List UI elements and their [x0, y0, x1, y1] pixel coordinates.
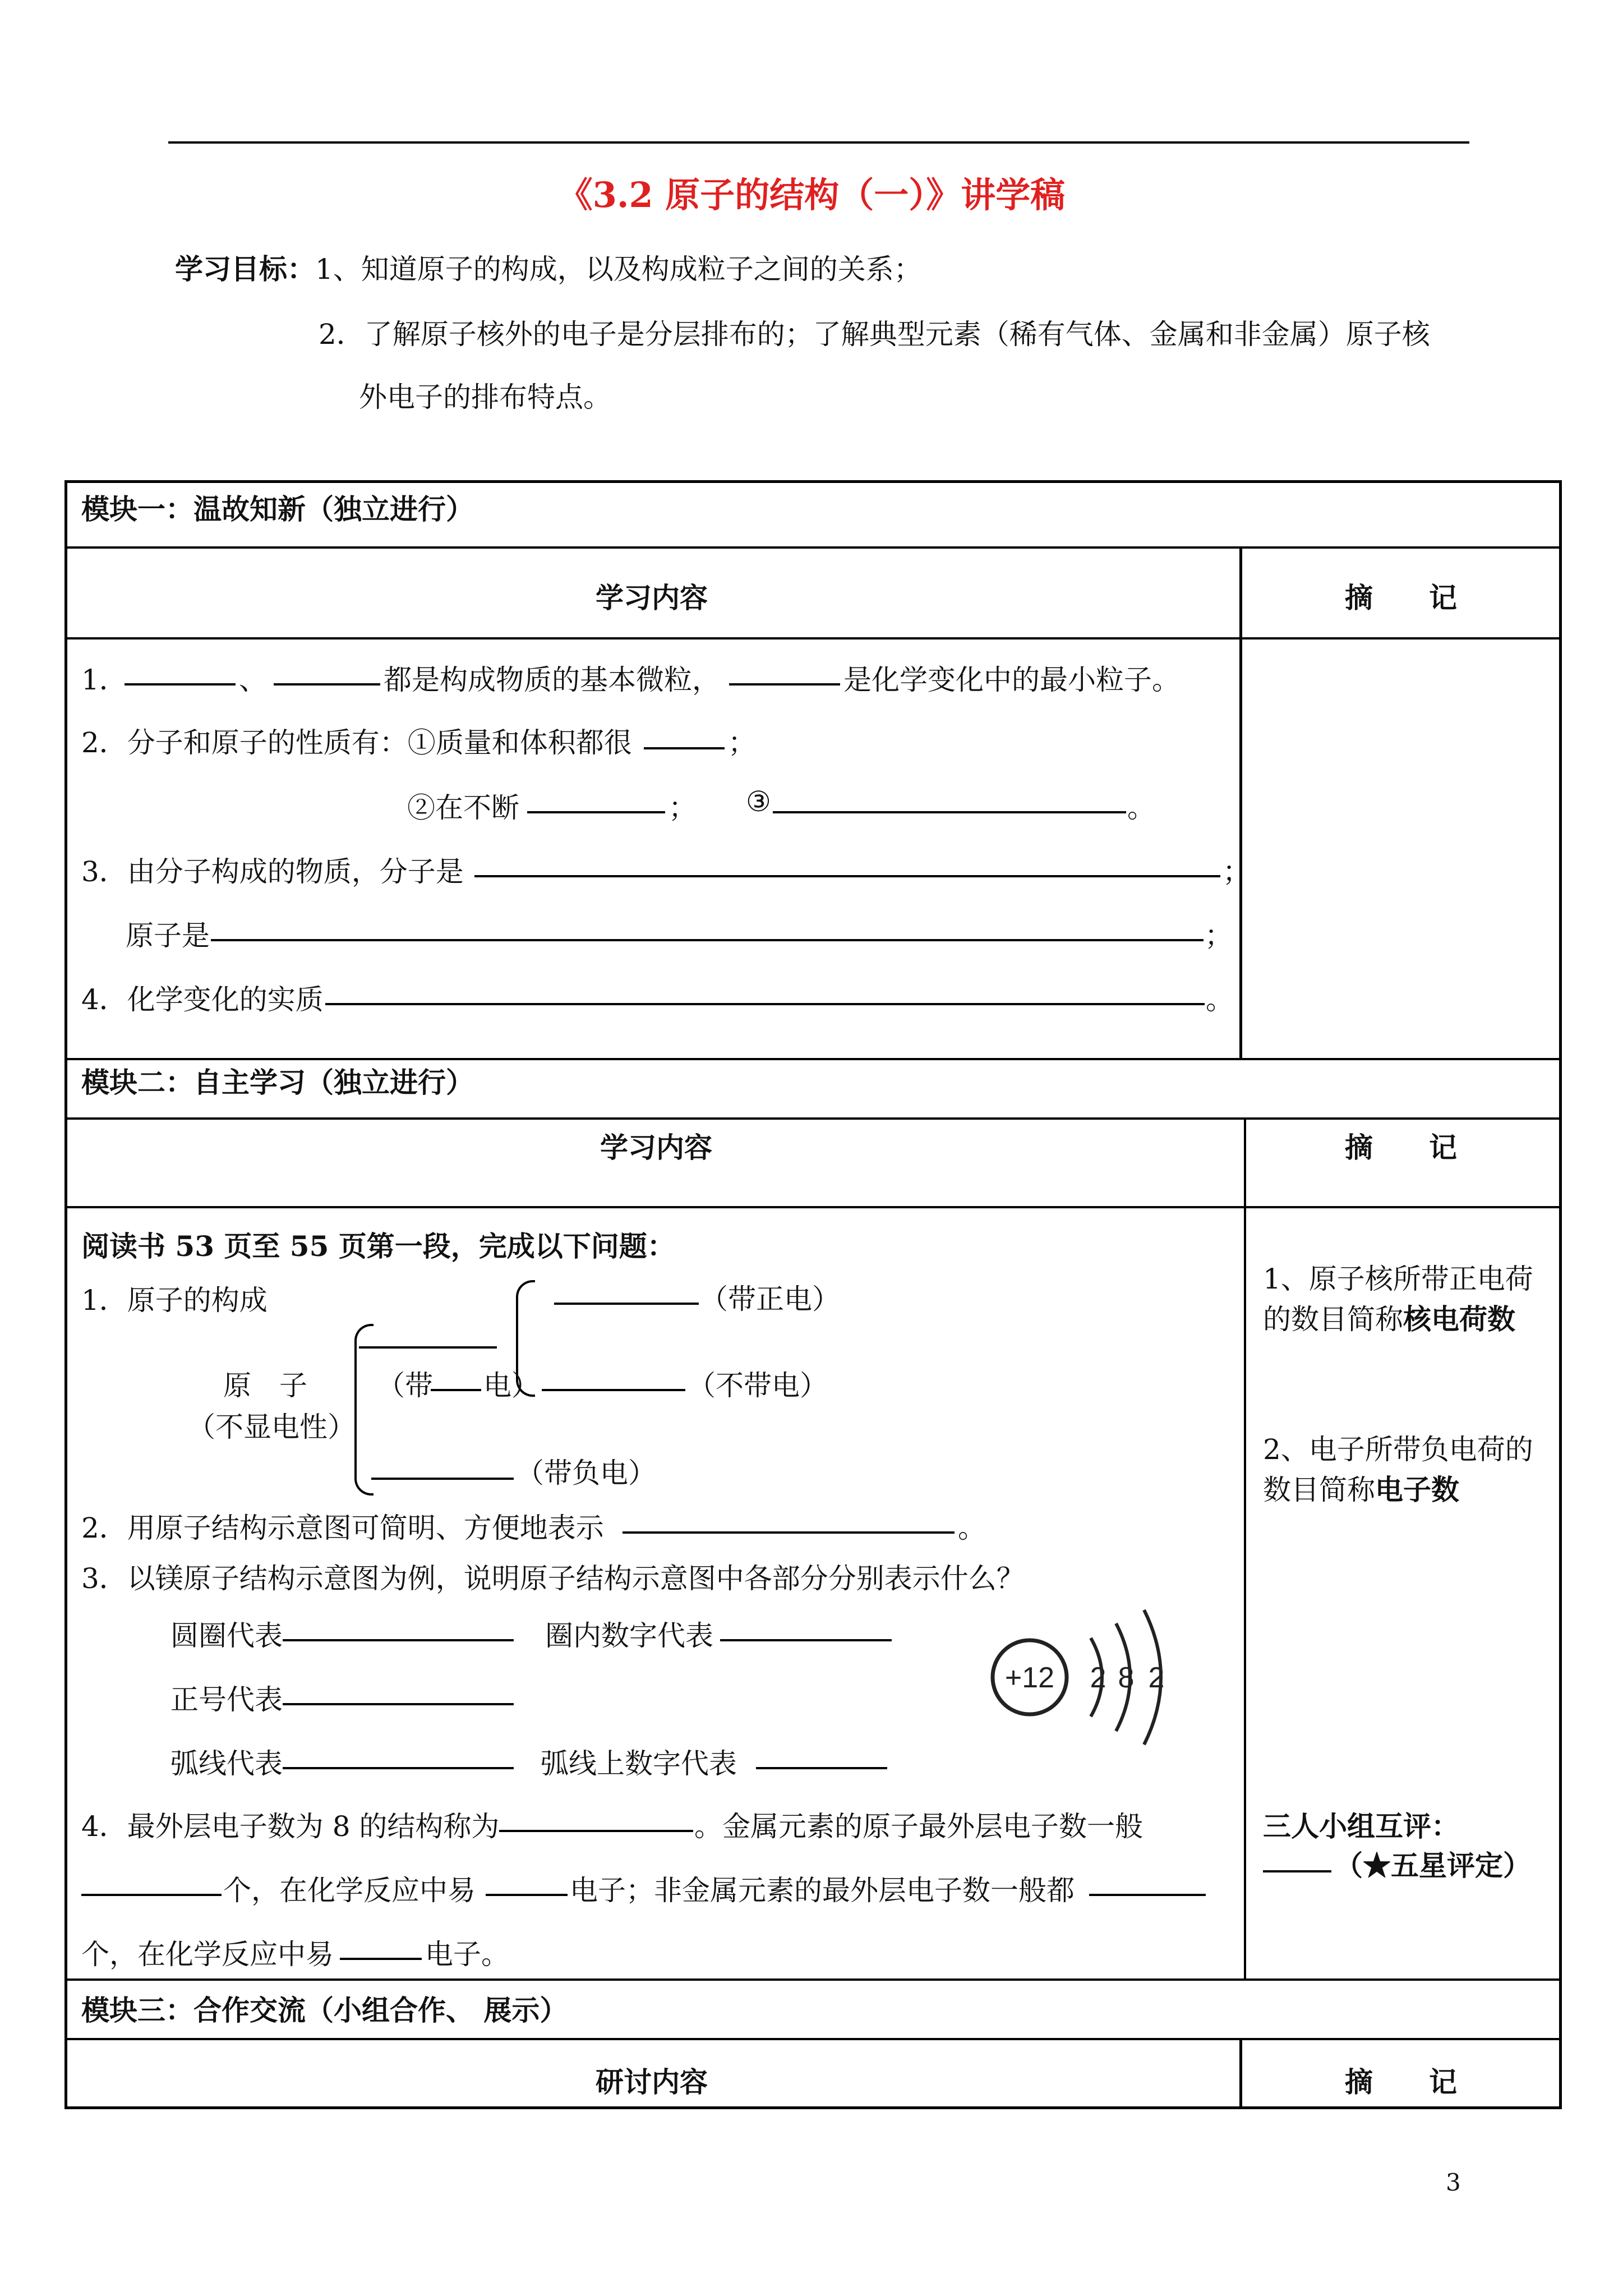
m2-q4-f: 电子。 [425, 1938, 509, 1971]
m2-inner-num-label: 圈内数字代表 [545, 1619, 713, 1652]
table-border-left [64, 480, 67, 2109]
m1-q1-text-a: 都是构成物质的基本微粒， [384, 664, 720, 696]
table-border-bottom [64, 2106, 1562, 2109]
m1-q2b-a: ②在不断 [407, 792, 519, 824]
goals-item-1: 1、知道原子的构成，以及构成粒子之间的关系； [315, 253, 922, 286]
m2-arc-num-label: 弧线上数字代表 [541, 1747, 737, 1780]
col-sep-m1 [1239, 546, 1242, 1059]
m2-note-1-text: 的数目简称 [1263, 1303, 1403, 1336]
m2-q2-blank[interactable] [623, 1531, 955, 1534]
m2-blank-nucleus-charge[interactable] [431, 1389, 481, 1391]
m1-q2-blank-3[interactable] [773, 811, 1126, 813]
shell-count-3: 2 [1148, 1662, 1165, 1694]
m1-q1-text-b: 是化学变化中的最小粒子。 [843, 664, 1180, 696]
m2-q4-blank-4[interactable] [1089, 1894, 1206, 1896]
goals-item-2-line-2: 外电子的排布特点。 [359, 381, 611, 413]
m2-plus-label: 正号代表 [170, 1683, 283, 1716]
m1-q4: 4．化学变化的实质 [81, 983, 324, 1016]
m2-q3: 3．以镁原子结构示意图为例，说明原子结构示意图中各部分分别表示什么？ [81, 1562, 1025, 1595]
goals-label: 学习目标： [175, 252, 315, 286]
m1-q2: 2．分子和原子的性质有：①质量和体积都很 [81, 726, 632, 759]
rule-m3-heading [64, 2038, 1562, 2040]
m2-neutral: （不显电性） [187, 1411, 356, 1443]
brace-atom [354, 1324, 374, 1496]
m1-q1-blank-3[interactable] [729, 683, 840, 685]
m2-q4-blank-2[interactable] [81, 1894, 222, 1896]
m1-q3b: 原子是 [126, 919, 210, 952]
m2-blank-nucleus[interactable] [359, 1346, 497, 1349]
nucleus-charge: +12 [1004, 1662, 1055, 1694]
m2-note-2-line-2 [1263, 1467, 1459, 1508]
m1-q3: 3．由分子构成的物质，分子是 [81, 855, 464, 888]
rule-m2-heading [64, 1117, 1562, 1120]
module2-col-notes: 摘 记 [1345, 1131, 1457, 1164]
m1-q3-blank-2[interactable] [211, 939, 1204, 941]
m2-note-1-line-2 [1263, 1297, 1515, 1337]
m2-q4-blank-3[interactable] [486, 1894, 568, 1896]
m2-blank-proton[interactable] [554, 1303, 699, 1305]
m2-blank-neutron[interactable] [542, 1389, 685, 1391]
m1-q2-blank-2[interactable] [527, 811, 665, 813]
m2-note-1-term: 核电荷数 [1403, 1303, 1515, 1336]
m1-q2b-c: ③ [746, 785, 771, 818]
m2-charge-neg: （带负电） [516, 1457, 656, 1489]
m2-arc-label: 弧线代表 [170, 1747, 283, 1780]
page-number: 3 [1446, 2169, 1461, 2196]
m2-arc-num-blank[interactable] [756, 1767, 887, 1769]
m1-q4-end: 。 [1206, 983, 1234, 1016]
page-title: 《3.2 原子的结构（一）》讲学稿 [557, 174, 1066, 215]
m2-q4-blank-1[interactable] [499, 1830, 693, 1832]
table-border-right [1559, 480, 1562, 2109]
m2-inner-num-blank[interactable] [720, 1639, 892, 1641]
m2-q2: 2．用原子结构示意图可简明、方便地表示 [81, 1512, 604, 1544]
module3-heading: 模块三：合作交流（小组合作、 展示） [81, 1994, 568, 2027]
m1-q3b-end: ； [1205, 919, 1233, 952]
m1-q1-blank-1[interactable] [125, 683, 236, 685]
m2-peer-blank[interactable] [1263, 1870, 1331, 1872]
m1-q1-blank-2[interactable] [274, 683, 380, 685]
magnesium-atom-diagram [976, 1599, 1189, 1750]
module3-col-notes: 摘 记 [1345, 2065, 1457, 2099]
rule-m2-end [64, 1978, 1562, 1981]
m2-atom: 原 子 [223, 1369, 307, 1402]
module3-col-content: 研讨内容 [596, 2065, 708, 2099]
m1-q1-num: 1． [81, 664, 127, 696]
m1-q2b-end: 。 [1127, 792, 1155, 824]
module1-heading: 模块一：温故知新（独立进行） [81, 493, 474, 526]
m2-q4-b: 。金属元素的原子最外层电子数一般 [694, 1810, 1143, 1843]
m2-intro: 阅读书 53 页至 55 页第一段，完成以下问题： [81, 1230, 675, 1263]
module2-heading: 模块二：自主学习（独立进行） [81, 1066, 474, 1099]
m2-q4-e: 个，在化学反应中易 [81, 1938, 334, 1971]
m2-charge-pos: （带正电） [700, 1283, 840, 1315]
goals-line-1 [175, 247, 922, 287]
col-sep-m2 [1244, 1117, 1246, 1980]
m2-q1: 1．原子的构成 [81, 1284, 268, 1317]
m2-plus-blank[interactable] [283, 1703, 514, 1705]
rule-m2-header [64, 1206, 1562, 1208]
m2-circle-blank[interactable] [283, 1639, 514, 1641]
m2-charge-mid-a: （带 [377, 1369, 433, 1402]
m2-charge-mid-b: 电） [483, 1369, 540, 1402]
goals-item-2-line-1: 2．了解原子核外的电子是分层排布的；了解典型元素（稀有气体、金属和非金属）原子核 [319, 318, 1430, 351]
module1-col-content: 学习内容 [596, 581, 708, 614]
m2-q4-c: 个，在化学反应中易 [223, 1874, 476, 1907]
m2-q4-blank-5[interactable] [340, 1958, 422, 1960]
m1-q2-end: ； [728, 726, 756, 759]
module2-col-content: 学习内容 [600, 1131, 712, 1164]
m2-circle-label: 圆圈代表 [170, 1619, 283, 1652]
m2-note-2-term: 电子数 [1375, 1473, 1459, 1506]
rule-m1-header [64, 637, 1562, 639]
m1-q3-blank-1[interactable] [474, 875, 1220, 877]
m2-note-2-line-1: 2、电子所带负电荷的 [1263, 1433, 1533, 1466]
m2-note-2-text: 数目简称 [1263, 1474, 1375, 1506]
m1-q1-sep: 、 [239, 664, 267, 696]
shell-count-1: 2 [1090, 1662, 1106, 1694]
m1-q2-blank-1[interactable] [644, 747, 725, 749]
m1-q3-end: ； [1223, 855, 1251, 888]
m2-q4-d: 电子；非金属元素的最外层电子数一般都 [570, 1874, 1075, 1907]
m1-q2b-b: ； [668, 792, 697, 824]
shell-count-2: 8 [1118, 1662, 1135, 1694]
m2-arc-blank[interactable] [283, 1767, 514, 1769]
module1-col-notes: 摘 记 [1345, 581, 1457, 614]
m2-q2-end: 。 [958, 1512, 986, 1544]
m1-q4-blank[interactable] [325, 1003, 1205, 1005]
table-border-top [64, 480, 1562, 483]
rule-m1-heading [64, 546, 1562, 549]
m2-peer-label: 三人小组互评： [1263, 1810, 1459, 1843]
m2-charge-none: （不带电） [688, 1369, 828, 1402]
m2-peer-star: （★五星评定） [1335, 1849, 1531, 1882]
m2-note-1-line-1: 1、原子核所带正电荷 [1263, 1263, 1533, 1295]
col-sep-m3 [1239, 2038, 1242, 2108]
m2-q4-a: 4．最外层电子数为 8 的结构称为 [81, 1810, 500, 1843]
m2-blank-electron[interactable] [371, 1478, 514, 1480]
top-rule [168, 141, 1469, 144]
